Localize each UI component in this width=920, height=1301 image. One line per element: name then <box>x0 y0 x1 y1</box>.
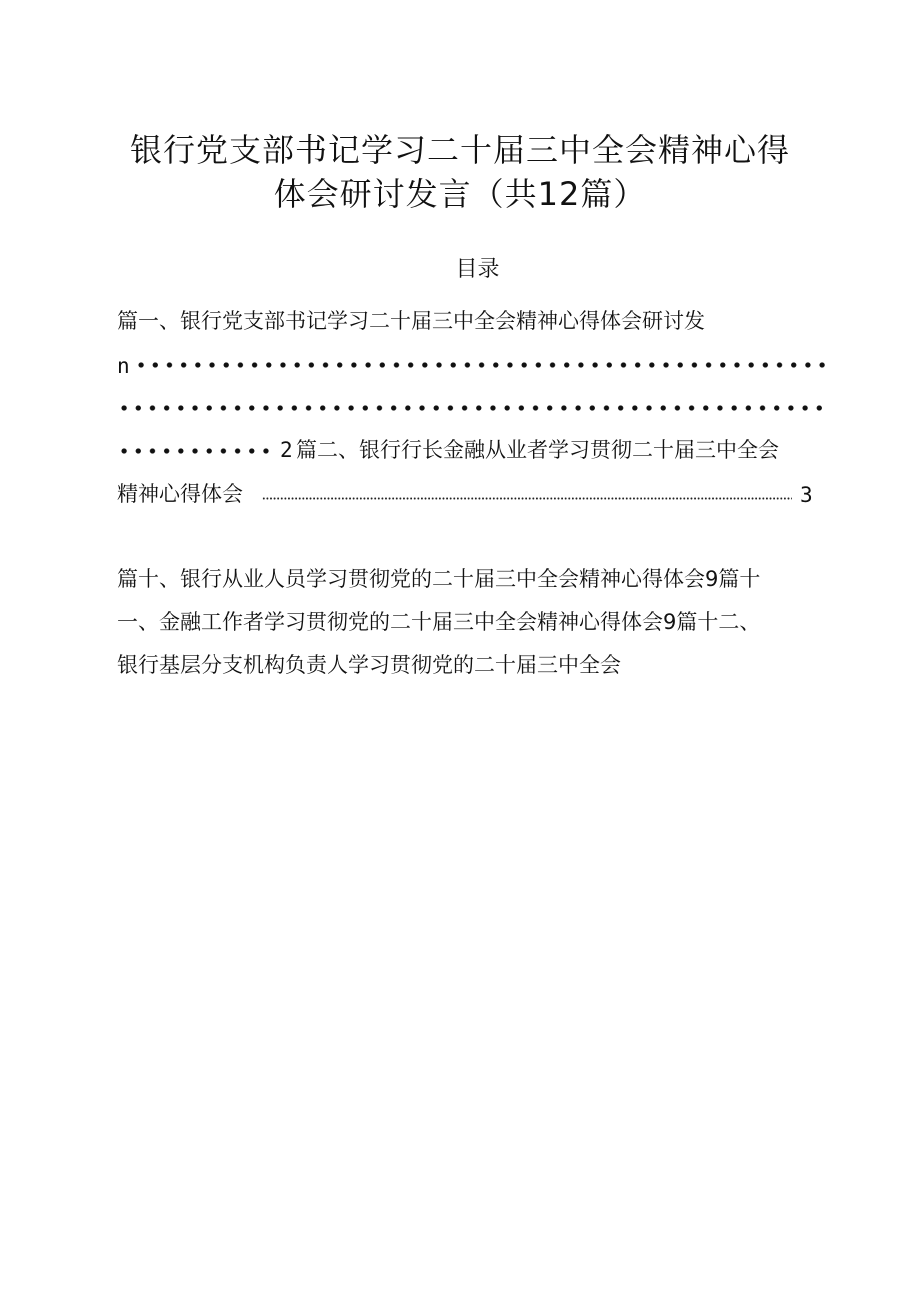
document-title-line1: 银行党支部书记学习二十届三中全会精神心得 <box>129 131 790 169</box>
toc-entry-1-overflow: n <box>117 354 130 378</box>
document-title-line2: 体会研讨发言（共12篇） <box>273 175 647 213</box>
toc-heading: 目录 <box>455 257 500 282</box>
toc-leader-row-2 <box>117 403 829 413</box>
toc-block-line1[interactable]: 篇十、银行从业人员学习贯彻党的二十届三中全会精神心得体会9篇十 <box>117 567 761 591</box>
toc-entry-2-text-line1[interactable]: 篇二、银行行长金融从业者学习贯彻二十届三中全会 <box>296 438 779 462</box>
toc-entry-1-text[interactable]: 篇一、银行党支部书记学习二十届三中全会精神心得体会研讨发 <box>117 309 705 333</box>
toc-entry-2-text-line2[interactable]: 精神心得体会 <box>117 482 243 506</box>
toc-entry-2-page: 3 <box>800 483 813 507</box>
toc-block-line2[interactable]: 一、金融工作者学习贯彻党的二十届三中全会精神心得体会9篇十二、 <box>117 610 761 634</box>
toc-leader-row-3 <box>117 446 277 456</box>
toc-leader-row-1 <box>134 360 829 370</box>
toc-entry-2-leader <box>262 497 792 500</box>
toc-entry-1-page: 2 <box>280 438 293 462</box>
toc-block-line3[interactable]: 银行基层分支机构负责人学习贯彻党的二十届三中全会 <box>117 653 621 677</box>
